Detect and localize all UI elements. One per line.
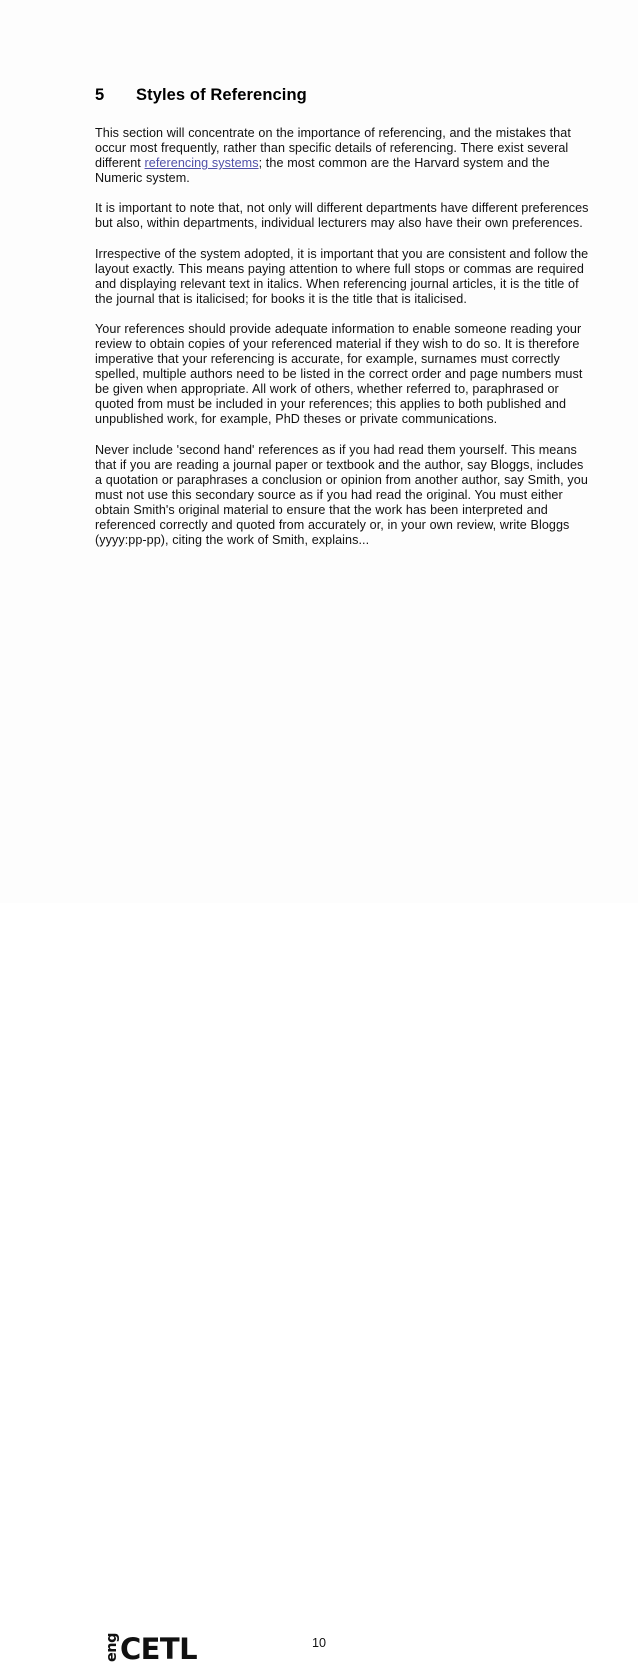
paragraph-1-text-before-link: This section will concentrate on the importance of referencing, and the mistakes that occur most frequently, rather than specific details of referencing. There exist several different xyxy=(95,125,571,171)
section-number: 5 xyxy=(95,86,105,104)
paragraph-3: Irrespective of the system adopted, it is important that you are consistent and follow the layout exactly. This means paying attention to where full stops or commas are required and displaying relevant text in italics. When referencing journal articles, it is the title of the journal that is italicised; for books it is the title that is italicised. xyxy=(95,246,589,306)
paragraph-4: Your references should provide adequate information to enable someone reading your review to obtain copies of your referenced material if they wish to do so. It is therefore imperative that your referencing is accurate, for example, surnames must correctly spelled, multiple authors need to be listed in the correct order and page numbers must be given when appropriate. All work of others, whether referred to, paraphrased or quoted from must be included in your references; this applies to both published and unpublished work, for example, PhD theses or private communications. xyxy=(95,321,583,427)
paragraph-5: Never include 'second hand' references as if you had read them yourself. This means that if you are reading a journal paper or textbook and the author, say Bloggs, includes a quotation or paraphrases a conclusion or opinion from another author, say Smith, you must not use this secondary source as if you had read the original. You must either obtain Smith's original material to ensure that the work has been interpreted and referenced correctly and quoted from accurately or, in your own review, write Bloggs (yyyy:pp-pp), citing the work of Smith, explains... xyxy=(95,442,588,548)
paragraph-1-text-after-link: ; the most common are the Harvard system and the Numeric system. xyxy=(95,156,550,186)
section-title: Styles of Referencing xyxy=(136,86,307,104)
document-body xyxy=(95,86,591,548)
page-footer xyxy=(0,812,638,1666)
logo-eng-text: eng xyxy=(104,1632,120,1663)
paragraph-1 xyxy=(95,126,591,186)
page-number: 10 xyxy=(311,1636,326,1650)
referencing-systems-link[interactable]: referencing systems xyxy=(144,156,259,171)
logo-cetl-text: CETL xyxy=(120,1632,197,1666)
paragraph-2: It is important to note that, not only will different departments have different preferences but also, within departments, individual lecturers may also have their own preferences. xyxy=(95,201,589,231)
page-title xyxy=(95,86,591,105)
